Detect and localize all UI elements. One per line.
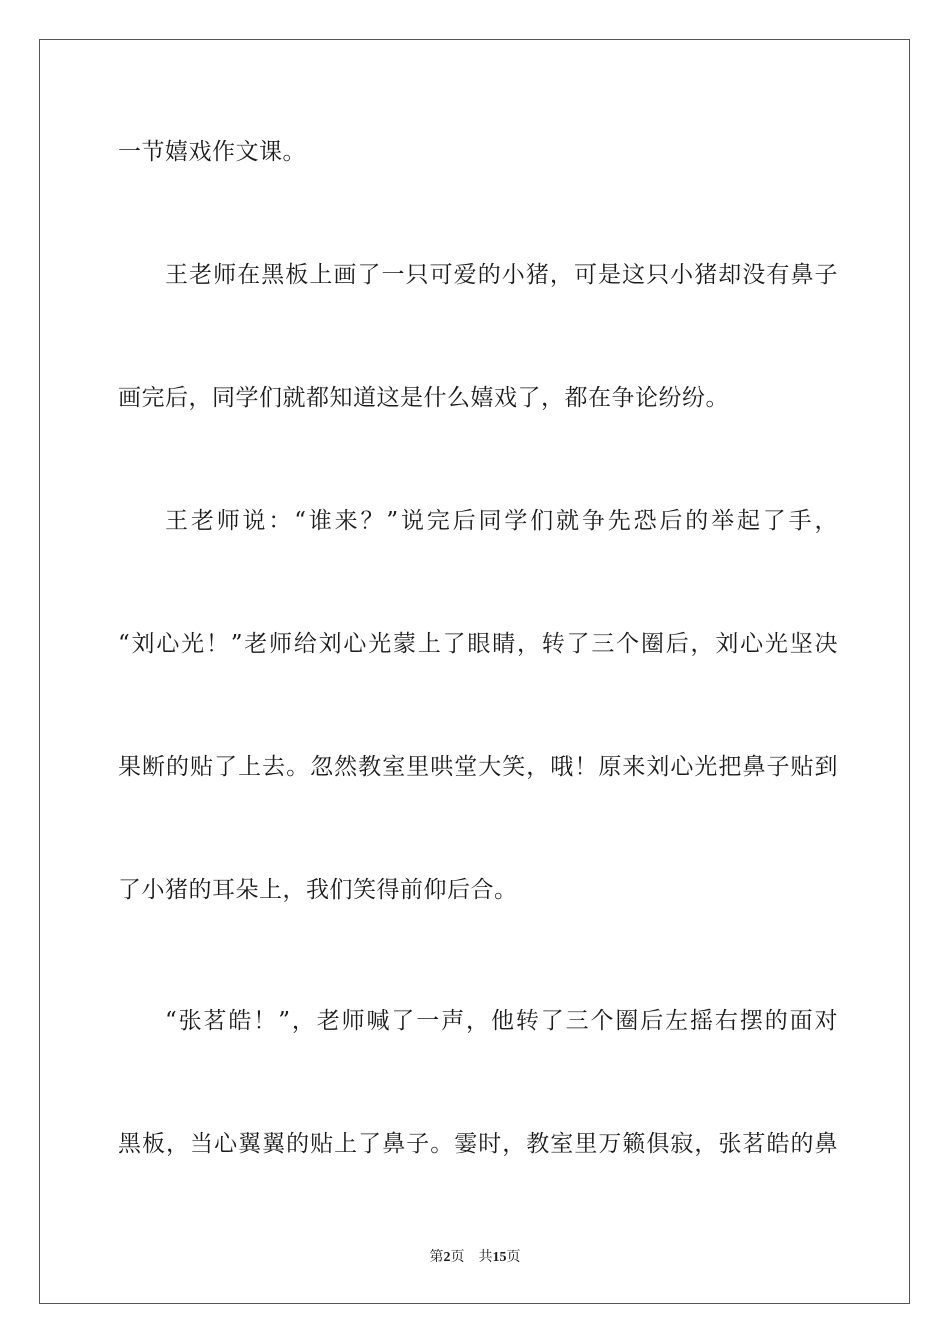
text-line-3: 画完后，同学们就都知道这是什么嬉戏了，都在争论纷纷。: [118, 385, 729, 411]
total-pages: 15: [492, 1250, 507, 1265]
page-prefix: 第: [429, 1249, 444, 1265]
text-line-9: 黑板，当心翼翼的贴上了鼻子。霎时，教室里万籁俱寂，张茗皓的鼻: [118, 1131, 838, 1157]
text-line-8: “张茗皓！”，老师喊了一声，他转了三个圈后左摇右摆的面对: [165, 1008, 838, 1034]
total-suffix: 页: [506, 1249, 521, 1265]
text-line-1: 一节嬉戏作文课。: [118, 139, 306, 165]
total-prefix: 共: [478, 1249, 493, 1265]
text-line-2: 王老师在黑板上画了一只可爱的小猪，可是这只小猪却没有鼻子: [165, 262, 838, 288]
page-frame: [39, 39, 910, 1304]
page-number: 2: [443, 1250, 451, 1265]
text-line-4: 王老师说：“谁来？”说完后同学们就争先恐后的举起了手，: [165, 508, 838, 534]
text-line-7: 了小猪的耳朵上，我们笑得前仰后合。: [118, 877, 518, 903]
page-suffix: 页: [450, 1249, 465, 1265]
text-line-5: “刘心光！”老师给刘心光蒙上了眼睛，转了三个圈后，刘心光坚决: [118, 631, 838, 657]
text-line-6: 果断的贴了上去。忽然教室里哄堂大笑，哦！原来刘心光把鼻子贴到: [118, 754, 838, 780]
page-footer: [0, 1248, 950, 1267]
